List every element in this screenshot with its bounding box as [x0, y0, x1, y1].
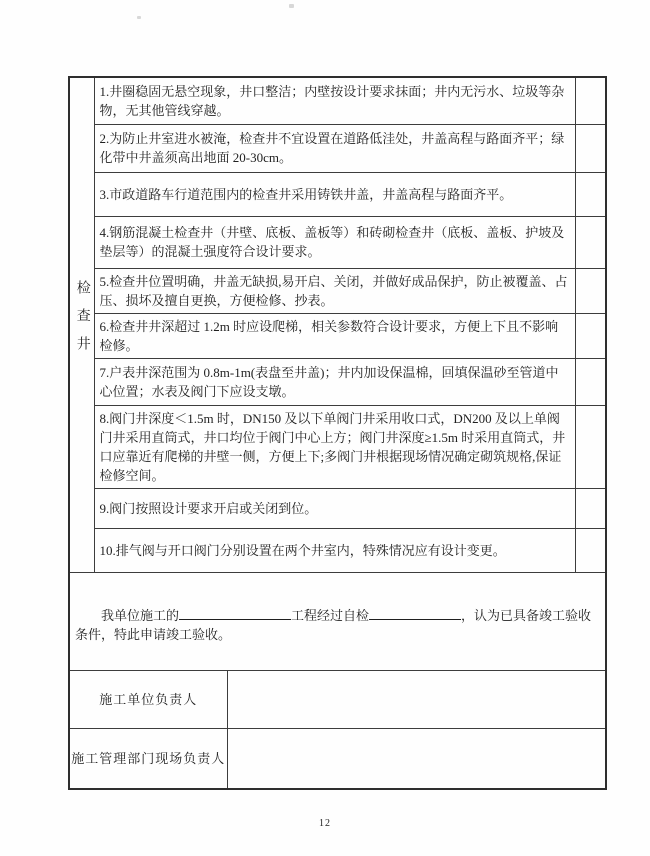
category-label-inspection-well: 检查井	[74, 280, 90, 365]
signature-cell	[227, 729, 605, 788]
check-cell	[575, 172, 605, 216]
table-row	[70, 78, 605, 124]
check-cell	[575, 313, 605, 358]
project-name-blank	[179, 606, 291, 620]
requirement-item: 5.检查井位置明确，井盖无缺损,易开启、关闭，并做好成品保护，防止被覆盖、占压、损坏及擅自更换，方便检修、抄表。	[94, 268, 575, 313]
declaration-part1: 我单位施工的	[101, 607, 180, 623]
signature-label: 施工管理部门现场负责人	[70, 729, 227, 788]
table-row	[70, 124, 605, 172]
table-row	[70, 488, 605, 528]
inspection-acceptance-table	[68, 76, 607, 790]
requirements-table	[70, 78, 605, 573]
signature-row-construction-unit	[70, 671, 605, 729]
check-cell	[575, 405, 605, 488]
check-cell	[575, 124, 605, 172]
table-row	[70, 313, 605, 358]
requirement-item: 1.井圈稳固无悬空现象，井口整洁；内壁按设计要求抹面；井内无污水、垃圾等杂物，无其他管线穿越。	[94, 78, 575, 124]
table-row	[70, 405, 605, 488]
requirement-item: 3.市政道路车行道范围内的检查井采用铸铁井盖，井盖高程与路面齐平。	[94, 172, 575, 216]
table-row	[70, 172, 605, 216]
table-row	[70, 268, 605, 313]
self-inspection-declaration	[70, 573, 605, 671]
check-cell	[575, 78, 605, 124]
requirement-item: 2.为防止井室进水被淹，检查井不宜设置在道路低洼处，井盖高程与路面齐平；绿化带中井盖须高出地面 20-30cm。	[94, 124, 575, 172]
declaration-part2: 工程经过自检	[291, 607, 370, 623]
table-row	[70, 216, 605, 268]
requirement-item: 4.钢筋混凝土检查井（井壁、底板、盖板等）和砖砌检查井（底板、盖板、护坡及垫层等）的混凝土强度符合设计要求。	[94, 216, 575, 268]
check-cell	[575, 358, 605, 405]
self-check-result-blank	[369, 606, 461, 620]
scan-speck	[289, 4, 294, 8]
check-cell	[575, 528, 605, 572]
declaration-part3: ，认为已具备竣工验收条件，特此申请竣工验收。	[75, 607, 592, 642]
requirement-item: 8.阀门井深度＜1.5m 时，DN150 及以下单阀门井采用收口式，DN200 及以上单阀门井采用直筒式，井口均位于阀门中心上方；阀门井深度≥1.5m 时采用直筒式，井口应靠近有爬梯的井壁一侧，方便上下;多阀门井根据现场情况确定砌筑规格,保证检修空间。	[94, 405, 575, 488]
signature-row-site-manager	[70, 729, 605, 788]
scan-speck	[137, 16, 141, 19]
requirement-item: 6.检查井井深超过 1.2m 时应设爬梯，相关参数符合设计要求，方便上下且不影响检修。	[94, 313, 575, 358]
signature-cell	[227, 671, 605, 729]
requirement-item: 10.排气阀与开口阀门分别设置在两个井室内，特殊情况应有设计变更。	[94, 528, 575, 572]
check-cell	[575, 488, 605, 528]
declaration-text	[75, 606, 595, 644]
category-cell	[70, 78, 94, 572]
requirement-item: 9.阀门按照设计要求开启或关闭到位。	[94, 488, 575, 528]
check-cell	[575, 268, 605, 313]
signature-table	[70, 671, 605, 788]
page-number: 12	[319, 818, 331, 829]
signature-label: 施工单位负责人	[70, 671, 227, 729]
table-row	[70, 528, 605, 572]
check-cell	[575, 216, 605, 268]
table-row	[70, 358, 605, 405]
requirement-item: 7.户表井深范围为 0.8m-1m(表盘至井盖)；井内加设保温棉，回填保温砂至管道中心位置；水表及阀门下应设支墩。	[94, 358, 575, 405]
